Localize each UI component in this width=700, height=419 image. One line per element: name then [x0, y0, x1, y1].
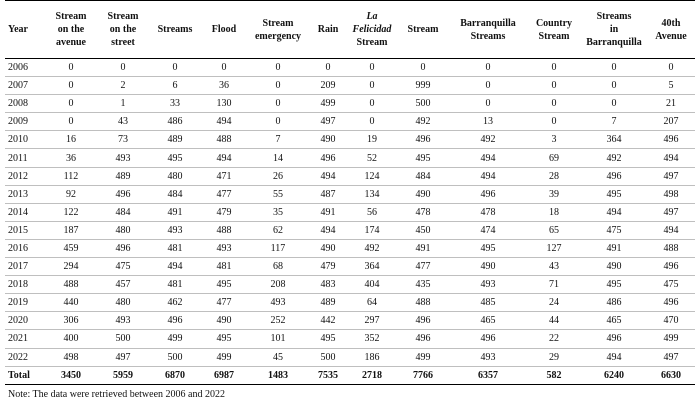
table-cell: 481 — [149, 276, 201, 294]
table-row — [5, 77, 695, 95]
table-note: Note: The data were retrieved between 2006 and 2022 — [8, 388, 225, 400]
total-cell: 7535 — [309, 366, 347, 384]
year-cell: 2022 — [5, 348, 45, 366]
total-cell: 6240 — [581, 366, 647, 384]
table-cell: 479 — [309, 258, 347, 276]
table-row — [5, 167, 695, 185]
table-cell: 64 — [347, 294, 397, 312]
table-cell: 494 — [449, 149, 527, 167]
table-header — [5, 1, 695, 59]
table-cell: 0 — [581, 77, 647, 95]
column-header — [45, 1, 97, 59]
column-header-line: Rain — [317, 24, 339, 35]
column-header-line: Barranquilla — [460, 17, 516, 29]
table-cell: 465 — [581, 312, 647, 330]
table-row — [5, 330, 695, 348]
year-cell: 2021 — [5, 330, 45, 348]
table-cell: 174 — [347, 221, 397, 239]
year-cell: 2014 — [5, 203, 45, 221]
table-cell: 490 — [581, 258, 647, 276]
table-cell: 495 — [201, 330, 247, 348]
table-cell: 3 — [527, 131, 581, 149]
table-cell: 492 — [449, 131, 527, 149]
column-header-line: La — [366, 11, 378, 22]
table-cell: 45 — [247, 348, 309, 366]
table-cell: 208 — [247, 276, 309, 294]
table-cell: 496 — [449, 185, 527, 203]
column-header — [347, 1, 397, 59]
table-cell: 68 — [247, 258, 309, 276]
column-header-line: on the — [57, 24, 85, 35]
table-cell: 500 — [309, 348, 347, 366]
table-cell: 488 — [201, 131, 247, 149]
table-cell: 43 — [97, 113, 149, 131]
table-cell: 18 — [527, 203, 581, 221]
table-cell: 484 — [97, 203, 149, 221]
table-cell: 489 — [97, 167, 149, 185]
table-cell: 498 — [647, 185, 695, 203]
table-cell: 485 — [449, 294, 527, 312]
table-cell: 492 — [581, 149, 647, 167]
column-header-line: Year — [8, 24, 28, 35]
table-cell: 489 — [309, 294, 347, 312]
table-cell: 494 — [581, 203, 647, 221]
table-cell: 479 — [201, 203, 247, 221]
data-table-container — [5, 0, 695, 401]
column-header-line: Stream — [407, 24, 439, 35]
table-cell: 117 — [247, 239, 309, 257]
table-cell: 488 — [45, 276, 97, 294]
table-cell: 488 — [201, 221, 247, 239]
table-cell: 404 — [347, 276, 397, 294]
table-cell: 124 — [347, 167, 397, 185]
table-cell: 440 — [45, 294, 97, 312]
table-cell: 0 — [449, 95, 527, 113]
table-cell: 364 — [581, 131, 647, 149]
table-cell: 6 — [149, 77, 201, 95]
table-cell: 207 — [647, 113, 695, 131]
table-cell: 0 — [347, 95, 397, 113]
table-cell: 495 — [309, 330, 347, 348]
table-cell: 24 — [527, 294, 581, 312]
table-cell: 490 — [397, 185, 449, 203]
table-cell: 499 — [647, 330, 695, 348]
table-cell: 481 — [149, 239, 201, 257]
table-body — [5, 59, 695, 385]
total-cell: 6630 — [647, 366, 695, 384]
table-cell: 442 — [309, 312, 347, 330]
table-cell: 33 — [149, 95, 201, 113]
year-cell: 2007 — [5, 77, 45, 95]
table-cell: 484 — [397, 167, 449, 185]
table-cell: 0 — [45, 113, 97, 131]
column-header — [247, 1, 309, 59]
table-cell: 0 — [527, 113, 581, 131]
table-cell: 487 — [309, 185, 347, 203]
column-header-line: Avenue — [655, 30, 687, 42]
table-cell: 0 — [45, 77, 97, 95]
table-cell: 400 — [45, 330, 97, 348]
table-cell: 0 — [201, 59, 247, 77]
table-cell: 0 — [97, 59, 149, 77]
table-cell: 0 — [347, 59, 397, 77]
table-cell: 462 — [149, 294, 201, 312]
table-cell: 13 — [449, 113, 527, 131]
table-cell: 493 — [247, 294, 309, 312]
year-cell: 2018 — [5, 276, 45, 294]
table-cell: 490 — [309, 239, 347, 257]
table-cell: 480 — [97, 221, 149, 239]
table-cell: 500 — [97, 330, 149, 348]
table-cell: 494 — [201, 149, 247, 167]
table-cell: 496 — [97, 185, 149, 203]
table-cell: 497 — [309, 113, 347, 131]
table-cell: 492 — [347, 239, 397, 257]
table-cell: 495 — [149, 149, 201, 167]
column-header — [201, 1, 247, 59]
column-header-line: street — [111, 37, 135, 48]
total-row — [5, 366, 695, 384]
table-row — [5, 113, 695, 131]
year-cell: 2008 — [5, 95, 45, 113]
table-cell: 450 — [397, 221, 449, 239]
column-header-line: on the — [109, 24, 137, 35]
table-cell: 112 — [45, 167, 97, 185]
table-cell: 483 — [309, 276, 347, 294]
column-header-line: Stream — [538, 30, 570, 42]
table-cell: 497 — [647, 203, 695, 221]
year-cell: 2012 — [5, 167, 45, 185]
table-cell: 496 — [97, 239, 149, 257]
table-cell: 496 — [149, 312, 201, 330]
table-cell: 493 — [449, 276, 527, 294]
table-cell: 999 — [397, 77, 449, 95]
table-cell: 493 — [449, 348, 527, 366]
table-cell: 491 — [397, 239, 449, 257]
column-header-line: 40th — [661, 17, 681, 29]
table-cell: 496 — [397, 312, 449, 330]
year-cell: 2013 — [5, 185, 45, 203]
table-cell: 0 — [449, 59, 527, 77]
column-header — [309, 1, 347, 59]
table-cell: 73 — [97, 131, 149, 149]
table-cell: 39 — [527, 185, 581, 203]
table-cell: 494 — [201, 113, 247, 131]
table-cell: 494 — [647, 149, 695, 167]
table-cell: 65 — [527, 221, 581, 239]
table-cell: 477 — [201, 294, 247, 312]
table-cell: 493 — [201, 239, 247, 257]
table-cell: 186 — [347, 348, 397, 366]
table-cell: 494 — [309, 221, 347, 239]
table-cell: 488 — [397, 294, 449, 312]
table-cell: 498 — [45, 348, 97, 366]
table-cell: 470 — [647, 312, 695, 330]
table-cell: 465 — [449, 312, 527, 330]
year-cell: 2015 — [5, 221, 45, 239]
table-cell: 490 — [309, 131, 347, 149]
total-cell: 5959 — [97, 366, 149, 384]
table-cell: 352 — [347, 330, 397, 348]
table-cell: 496 — [647, 131, 695, 149]
total-cell: 6987 — [201, 366, 247, 384]
table-cell: 491 — [581, 239, 647, 257]
table-row — [5, 294, 695, 312]
total-cell: 2718 — [347, 366, 397, 384]
table-cell: 495 — [581, 185, 647, 203]
table-cell: 26 — [247, 167, 309, 185]
column-header — [449, 1, 527, 59]
table-cell: 2 — [97, 77, 149, 95]
table-cell: 0 — [581, 95, 647, 113]
year-cell: 2017 — [5, 258, 45, 276]
table-cell: 477 — [397, 258, 449, 276]
table-cell: 29 — [527, 348, 581, 366]
table-cell: 486 — [581, 294, 647, 312]
table-cell: 493 — [97, 149, 149, 167]
table-cell: 478 — [397, 203, 449, 221]
total-cell: 7766 — [397, 366, 449, 384]
table-cell: 499 — [397, 348, 449, 366]
table-cell: 495 — [201, 276, 247, 294]
table-cell: 496 — [647, 258, 695, 276]
table-cell: 495 — [449, 239, 527, 257]
table-cell: 496 — [449, 330, 527, 348]
table-cell: 477 — [201, 185, 247, 203]
table-cell: 481 — [201, 258, 247, 276]
table-cell: 490 — [449, 258, 527, 276]
total-cell: 1483 — [247, 366, 309, 384]
table-cell: 36 — [45, 149, 97, 167]
table-cell: 0 — [45, 95, 97, 113]
table-cell: 494 — [309, 167, 347, 185]
table-cell: 0 — [347, 113, 397, 131]
table-cell: 492 — [397, 113, 449, 131]
column-header-line: Streams — [157, 24, 193, 35]
table-cell: 1 — [97, 95, 149, 113]
year-cell: 2019 — [5, 294, 45, 312]
table-cell: 491 — [309, 203, 347, 221]
table-cell: 0 — [247, 113, 309, 131]
year-cell: 2016 — [5, 239, 45, 257]
total-label: Total — [5, 366, 45, 384]
table-cell: 499 — [201, 348, 247, 366]
year-cell: 2009 — [5, 113, 45, 131]
table-cell: 496 — [309, 149, 347, 167]
column-header-line: Stream — [356, 37, 388, 48]
table-cell: 474 — [449, 221, 527, 239]
table-cell: 294 — [45, 258, 97, 276]
table-row — [5, 312, 695, 330]
table-cell: 0 — [449, 77, 527, 95]
table-cell: 92 — [45, 185, 97, 203]
table-cell: 459 — [45, 239, 97, 257]
table-cell: 486 — [149, 113, 201, 131]
table-cell: 0 — [149, 59, 201, 77]
table-cell: 495 — [397, 149, 449, 167]
table-cell: 0 — [247, 59, 309, 77]
table-cell: 496 — [397, 330, 449, 348]
table-cell: 5 — [647, 77, 695, 95]
table-cell: 187 — [45, 221, 97, 239]
table-cell: 7 — [247, 131, 309, 149]
table-row — [5, 221, 695, 239]
table-cell: 0 — [527, 59, 581, 77]
table-cell: 0 — [647, 59, 695, 77]
table-cell: 471 — [201, 167, 247, 185]
table-cell: 0 — [247, 77, 309, 95]
table-cell: 28 — [527, 167, 581, 185]
column-header — [647, 1, 695, 59]
column-header — [527, 1, 581, 59]
table-cell: 134 — [347, 185, 397, 203]
table-cell: 496 — [581, 330, 647, 348]
table-cell: 488 — [647, 239, 695, 257]
total-cell: 6870 — [149, 366, 201, 384]
table-cell: 457 — [97, 276, 149, 294]
column-header-line: Streams — [470, 30, 506, 42]
table-cell: 35 — [247, 203, 309, 221]
table-cell: 489 — [149, 131, 201, 149]
table-cell: 14 — [247, 149, 309, 167]
table-cell: 496 — [647, 294, 695, 312]
column-header-line: Flood — [211, 24, 237, 35]
table-cell: 0 — [309, 59, 347, 77]
table-row — [5, 203, 695, 221]
table-cell: 480 — [97, 294, 149, 312]
table-cell: 0 — [527, 95, 581, 113]
table-row — [5, 348, 695, 366]
table-row — [5, 149, 695, 167]
table-cell: 297 — [347, 312, 397, 330]
table-cell: 497 — [647, 167, 695, 185]
table-cell: 500 — [149, 348, 201, 366]
table-cell: 494 — [449, 167, 527, 185]
table-row — [5, 95, 695, 113]
table-cell: 0 — [45, 59, 97, 77]
table-cell: 495 — [581, 276, 647, 294]
column-header-line: in — [609, 24, 619, 35]
table-cell: 52 — [347, 149, 397, 167]
table-cell: 491 — [149, 203, 201, 221]
year-cell: 2020 — [5, 312, 45, 330]
column-header-line: avenue — [56, 37, 86, 48]
table-cell: 127 — [527, 239, 581, 257]
table-cell: 496 — [397, 131, 449, 149]
table-cell: 122 — [45, 203, 97, 221]
table-cell: 478 — [449, 203, 527, 221]
table-cell: 22 — [527, 330, 581, 348]
table-cell: 435 — [397, 276, 449, 294]
table-cell: 480 — [149, 167, 201, 185]
table-cell: 16 — [45, 131, 97, 149]
table-cell: 36 — [201, 77, 247, 95]
column-header-line: Stream — [55, 11, 87, 22]
column-header — [149, 1, 201, 59]
column-header-line: Stream — [107, 11, 139, 22]
header-row — [5, 1, 695, 59]
table-cell: 43 — [527, 258, 581, 276]
table-cell: 0 — [581, 59, 647, 77]
table-row — [5, 258, 695, 276]
year-cell: 2011 — [5, 149, 45, 167]
table-cell: 494 — [581, 348, 647, 366]
stream-mentions-table — [5, 0, 695, 385]
table-cell: 496 — [581, 167, 647, 185]
table-cell: 493 — [97, 312, 149, 330]
column-header-line: Stream — [262, 17, 294, 29]
table-cell: 55 — [247, 185, 309, 203]
column-header — [397, 1, 449, 59]
table-cell: 71 — [527, 276, 581, 294]
table-cell: 0 — [527, 77, 581, 95]
column-header — [5, 1, 45, 59]
column-header-line: Streams — [596, 11, 632, 22]
table-row — [5, 131, 695, 149]
table-cell: 500 — [397, 95, 449, 113]
table-cell: 0 — [247, 95, 309, 113]
table-cell: 493 — [149, 221, 201, 239]
table-row — [5, 239, 695, 257]
table-cell: 499 — [149, 330, 201, 348]
table-cell: 490 — [201, 312, 247, 330]
total-cell: 6357 — [449, 366, 527, 384]
column-header — [97, 1, 149, 59]
table-cell: 494 — [647, 221, 695, 239]
table-cell: 0 — [397, 59, 449, 77]
table-cell: 252 — [247, 312, 309, 330]
table-row — [5, 185, 695, 203]
table-cell: 130 — [201, 95, 247, 113]
table-cell: 56 — [347, 203, 397, 221]
table-cell: 209 — [309, 77, 347, 95]
table-cell: 7 — [581, 113, 647, 131]
column-header — [581, 1, 647, 59]
total-cell: 3450 — [45, 366, 97, 384]
table-cell: 475 — [97, 258, 149, 276]
table-row — [5, 276, 695, 294]
year-cell: 2010 — [5, 131, 45, 149]
table-cell: 499 — [309, 95, 347, 113]
table-cell: 484 — [149, 185, 201, 203]
total-cell: 582 — [527, 366, 581, 384]
column-header-line: Barranquilla — [586, 37, 642, 48]
table-cell: 21 — [647, 95, 695, 113]
table-row — [5, 59, 695, 77]
table-cell: 497 — [97, 348, 149, 366]
table-cell: 475 — [647, 276, 695, 294]
table-cell: 69 — [527, 149, 581, 167]
year-cell: 2006 — [5, 59, 45, 77]
column-header-line: Felicidad — [352, 24, 392, 35]
table-cell: 497 — [647, 348, 695, 366]
column-header-line: Country — [535, 17, 573, 29]
table-cell: 364 — [347, 258, 397, 276]
table-cell: 19 — [347, 131, 397, 149]
column-header-line: emergency — [254, 30, 302, 42]
table-cell: 101 — [247, 330, 309, 348]
table-cell: 475 — [581, 221, 647, 239]
table-cell: 306 — [45, 312, 97, 330]
table-cell: 44 — [527, 312, 581, 330]
table-cell: 0 — [347, 77, 397, 95]
table-cell: 62 — [247, 221, 309, 239]
table-cell: 494 — [149, 258, 201, 276]
